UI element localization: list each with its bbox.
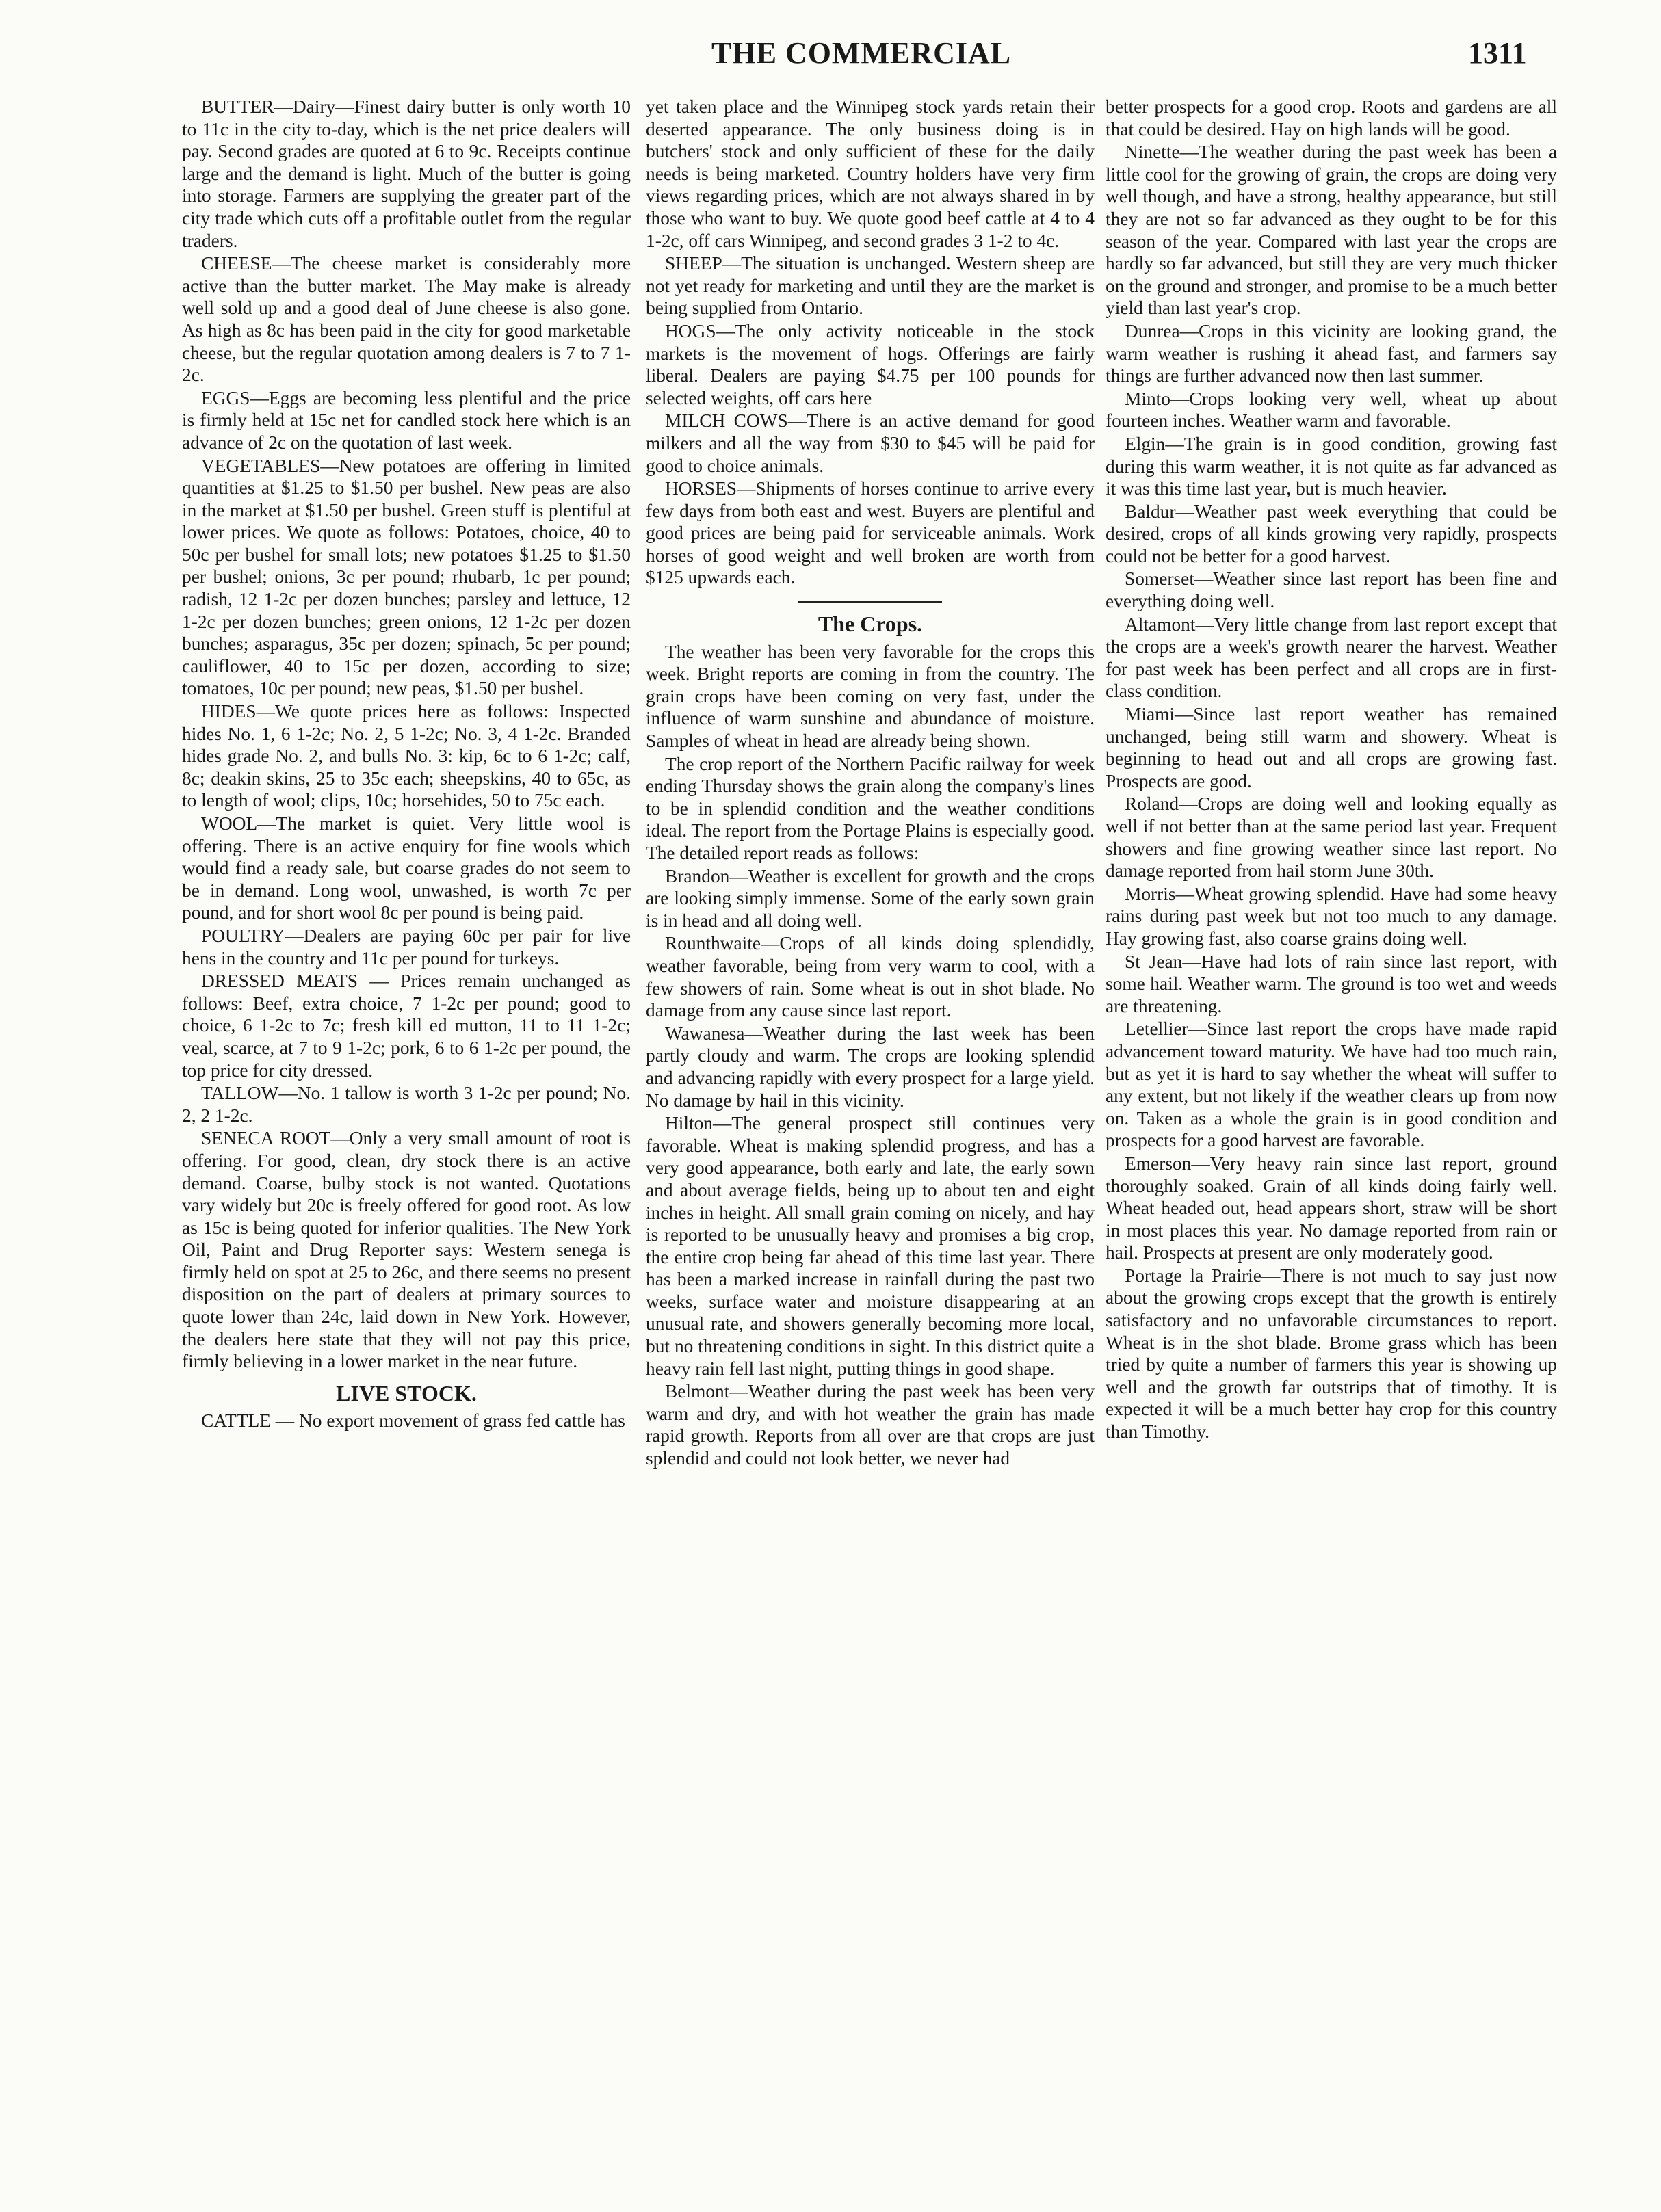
belmont-report-continued: better prospects for a good crop. Roots and gardens are all that could be desired. Hay on high lands will be good. — [1106, 96, 1557, 140]
publication-title: THE COMMERCIAL — [711, 36, 1012, 70]
milch-cows-report: MILCH COWS—There is an active demand for good milkers and all the way from $30 to $45 will be paid for good to choice animals. — [646, 410, 1095, 476]
portage-report: Portage la Prairie—There is not much to say just now about the growing crops except that the growth is entirely satisfactory and no unfavorable circumstances to report. Wheat is in the shot blade. Brome grass which has been tried by quite a number of farmers this year is showing up well and the growth far outstrips that of timothy. It is expected it will be a much better hay crop for this country than Timothy. — [1106, 1265, 1557, 1443]
crops-intro: The weather has been very favorable for the crops this week. Bright reports are coming in from the country. The grain crops have been coming on very fast, under the influence of warm sunshine and abundance of moisture. Samples of wheat in head are already being shown. — [646, 641, 1095, 752]
rounthwaite-report: Rounthwaite—Crops of all kinds doing splendidly, weather favorable, being from very warm to cool, with a few showers of rain. Some wheat is out in shot blade. No damage from any cause since last report. — [646, 933, 1095, 1021]
miami-report: Miami—Since last report weather has remained unchanged, being still warm and showery. Wheat is beginning to head out and all crops are growing fast. Prospects are good. — [1106, 704, 1557, 791]
morris-report: Morris—Wheat growing splendid. Have had some heavy rains during past week but not too much to any damage. Hay growing fast, also coarse grains doing well. — [1106, 883, 1557, 949]
emerson-report: Emerson—Very heavy rain since last report, ground thoroughly soaked. Grain of all kinds doing fairly well. Wheat headed out, head appears short, straw will be short in most places this year. No damage reported from rain or hail. Prospects at present are only moderately good. — [1106, 1153, 1557, 1263]
hides-report: HIDES—We quote prices here as follows: Inspected hides No. 1, 6 1-2c; No. 2, 5 1-2c; No. 3, 4 1-2c. Branded hides grade No. 2, and bulls No. 3: kip, 6c to 6 1-2c; calf, 8c; deakin skins, 25 to 35c each; sheepskins, 40 to 65c, as to length of wool; clips, 10c; horsehides, 50 to 75c each. — [182, 701, 631, 811]
baldur-report: Baldur—Weather past week everything that could be desired, crops of all kinds growing very rapidly, prospects could not be better for a good harvest. — [1106, 501, 1557, 566]
letellier-report: Letellier—Since last report the crops have made rapid advancement toward maturity. We have had too much rain, but as yet it is hard to say whether the wheat will suffer to any extent, but not likely if the weather clears up from now on. Taken as a whole the grain is in good condition and prospects for a good harvest are favorable. — [1106, 1018, 1557, 1151]
elgin-report: Elgin—The grain is in good condition, growing fast during this warm weather, it is not quite as far advanced as it was this time last year, but is much heavier. — [1106, 433, 1557, 499]
minto-report: Minto—Crops looking very well, wheat up about fourteen inches. Weather warm and favorable. — [1106, 388, 1557, 432]
page-number: 1311 — [1468, 36, 1527, 70]
cattle-report: CATTLE — No export movement of grass fed cattle has — [201, 1410, 625, 1432]
section-divider — [798, 601, 942, 603]
wool-report: WOOL—The market is quiet. Very little wool is offering. There is an active enquiry for fine wools which would find a ready sale, but coarse grades do not seem to be in demand. Long wool, unwashed, is worth 7c per pound, and for short wool 8c per pound is being paid. — [182, 813, 631, 923]
belmont-report: Belmont—Weather during the past week has been very warm and dry, and with hot weather the grain has made rapid growth. Reports from all over are that crops are just splendid and could not look better, we never had — [646, 1381, 1095, 1469]
somerset-report: Somerset—Weather since last report has been fine and everything doing well. — [1106, 568, 1557, 612]
dressed-meats-report: DRESSED MEATS — Prices remain unchanged as follows: Beef, extra choice, 7 1-2c per pound; good to choice, 6 1-2c to 7c; fresh kill ed mutton, 11 to 11 1-2c; veal, scarce, at 7 to 9 1-2c; pork, 6 to 6 1-2c per pound, the top price for city dressed. — [182, 971, 631, 1081]
column-1 — [182, 96, 631, 1433]
dunrea-report: Dunrea—Crops in this vicinity are looking grand, the warm weather is rushing it ahead fast, and farmers say things are further advanced now then last summer. — [1106, 320, 1557, 386]
hilton-report: Hilton—The general prospect still continues very favorable. Wheat is making splendid progress, and has a very good appearance, both early and late, the early sown and about average fields, being up to about ten and eight inches in height. All small grain coming on nicely, and hay is reported to be unusually heavy and promises a big crop, the entire crop being far ahead of this time last year. There has been a marked increase in rainfall during the past two weeks, surface water and moisture disappearing at an unusual rate, and showers generally becoming more local, but no threatening conditions in sight. In this district quite a heavy rain fell last night, putting things in good shape. — [646, 1113, 1095, 1379]
northern-pacific-report: The crop report of the Northern Pacific railway for week ending Thursday shows the grain along the company's lines to be in splendid condition and the weather conditions ideal. The report from the Portage Plains is especially good. The detailed report reads as follows: — [646, 753, 1095, 863]
column-3 — [1106, 96, 1557, 1444]
ninette-report: Ninette—The weather during the past week has been a little cool for the growing of grain, the crops are doing very well though, and have a strong, healthy appearance, but still they are not so far advanced as they ought to be for this season of the year. Compared with last year the crops are hardly so far advanced, but still they are very much thicker on the ground and stronger, and promise to be a much better yield than last year's crop. — [1106, 142, 1557, 319]
butter-report: BUTTER—Dairy—Finest dairy butter is only worth 10 to 11c in the city to-day, which is the net price dealers will pay. Second grades are quoted at 6 to 9c. Receipts continue large and the demand is light. Much of the butter is going into storage. Farmers are supplying the greater part of the city trade which cuts off a profitable outlet from the regular traders. — [182, 96, 631, 251]
seneca-root-report: SENECA ROOT—Only a very small amount of root is offering. For good, clean, dry stock there is an active demand. Coarse, bulby stock is not wanted. Quotations vary widely but 20c is freely offered for good root. As low as 15c is being quoted for inferior qualities. The New York Oil, Paint and Drug Reporter says: Western senega is firmly held on spot at 25 to 26c, and there seems no present disposition on the part of dealers at primary sources to quote lower than 24c, laid down in New York. However, the dealers here state that they will not pay this price, firmly believing in a lower market in the near future. — [182, 1128, 631, 1372]
poultry-report: POULTRY—Dealers are paying 60c per pair for live hens in the country and 11c per pound for turkeys. — [182, 925, 631, 969]
hogs-report: HOGS—The only activity noticeable in the stock markets is the movement of hogs. Offerings are fairly liberal. Dealers are paying $4.75 per 100 pounds for selected weights, off cars here — [646, 320, 1095, 408]
st-jean-report: St Jean—Have had lots of rain since last report, with some hail. Weather warm. The ground is too wet and weeds are threatening. — [1106, 951, 1557, 1016]
page-header — [0, 36, 1661, 77]
wawanesa-report: Wawanesa—Weather during the last week has been partly cloudy and warm. The crops are looking splendid and advancing rapidly with every prospect for a large yield. No damage by hail in this vicinity. — [646, 1023, 1095, 1111]
brandon-report: Brandon—Weather is excellent for growth and the crops are looking simply immense. Some of the early sown grain is in head and all doing well. — [646, 865, 1095, 931]
live-stock-heading: LIVE STOCK. — [336, 1380, 477, 1406]
cheese-report: CHEESE—The cheese market is considerably more active than the butter market. The May make is already well sold up and a good deal of June cheese is also gone. As high as 8c has been paid in the city for good marketable cheese, but the regular quotation among dealers is 7 to 7 1-2c. — [182, 253, 631, 386]
altamont-report: Altamont—Very little change from last report except that the crops are a week's growth nearer the harvest. Weather for past week has been perfect and all crops are in first-class condition. — [1106, 614, 1557, 702]
eggs-report: EGGS—Eggs are becoming less plentiful and the price is firmly held at 15c net for candled stock here which is an advance of 2c on the quotation of last week. — [182, 387, 631, 453]
tallow-report: TALLOW—No. 1 tallow is worth 3 1-2c per pound; No. 2, 2 1-2c. — [182, 1083, 631, 1126]
column-2 — [646, 96, 1095, 1471]
cattle-report-continued: yet taken place and the Winnipeg stock yards retain their deserted appearance. The only business doing is in butchers' stock and only sufficient of these for the daily needs is being marketed. Country holders have very firm views regarding prices, which are not always shared in by those who want to buy. We quote good beef cattle at 4 to 4 1-2c, off cars Winnipeg, and second grades 3 1-2 to 4c. — [646, 96, 1095, 251]
vegetables-report: VEGETABLES—New potatoes are offering in limited quantities at $1.25 to $1.50 per bushel. New peas are also in the market at $1.50 per bushel. Green stuff is plentiful at lower prices. We quote as follows: Potatoes, choice, 40 to 50c per bushel for small lots; new potatoes $1.25 to $1.50 per bushel; onions, 3c per pound; rhubarb, 1c per pound; radish, 12 1-2c per dozen bunches; parsley and lettuce, 12 1-2c per dozen bunches; green onions, 12 1-2c per dozen bunches; asparagus, 35c per dozen; spinach, 5c per pound; cauliflower, 40 to 15c per dozen, according to size; tomatoes, 10c per pound; new peas, $1.50 per bushel. — [182, 455, 631, 699]
roland-report: Roland—Crops are doing well and looking equally as well if not better than at the same period last year. Frequent showers and fine growing weather since last report. No damage reported from hail storm June 30th. — [1106, 793, 1557, 882]
crops-heading: The Crops. — [818, 611, 923, 637]
horses-report: HORSES—Shipments of horses continue to arrive every few days from both east and west. Buyers are plentiful and good prices are being paid for serviceable animals. Work horses of good weight and well broken are worth from $125 upwards each. — [646, 478, 1095, 588]
sheep-report: SHEEP—The situation is unchanged. Western sheep are not yet ready for marketing and until they are the market is being supplied from Ontario. — [646, 253, 1095, 319]
